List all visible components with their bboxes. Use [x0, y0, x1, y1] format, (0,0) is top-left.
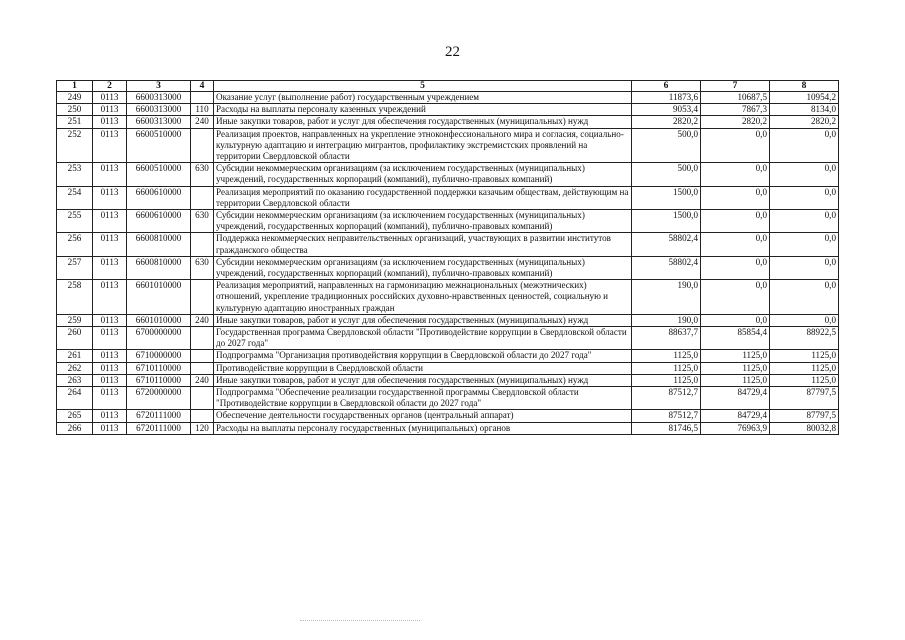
- amount-year-3: 0,0: [770, 314, 839, 326]
- table-header-row: [57, 81, 839, 92]
- expense-type-code: [191, 327, 214, 350]
- row-description: Поддержка некоммерческих неправительственных организаций, участвующих в развитии институтов гражданского общества: [214, 233, 632, 256]
- amount-year-2: 1125,0: [701, 362, 770, 374]
- amount-year-3: 0,0: [770, 186, 839, 209]
- amount-year-1: 88637,7: [632, 327, 701, 350]
- target-article-code: 6600313000: [127, 116, 191, 128]
- amount-year-1: 1500,0: [632, 186, 701, 209]
- table-row: [57, 362, 839, 374]
- target-article-code: 6601010000: [127, 314, 191, 326]
- section-code: 0113: [93, 92, 127, 104]
- amount-year-2: 0,0: [701, 163, 770, 186]
- target-article-code: 6700000000: [127, 327, 191, 350]
- target-article-code: 6720111000: [127, 410, 191, 422]
- row-description: Расходы на выплаты персоналу казенных учреждений: [214, 104, 632, 116]
- section-code: 0113: [93, 327, 127, 350]
- scan-artifact: [300, 620, 420, 622]
- amount-year-1: 87512,7: [632, 387, 701, 410]
- amount-year-3: 0,0: [770, 210, 839, 233]
- amount-year-1: 58802,4: [632, 256, 701, 279]
- table-row: [57, 350, 839, 362]
- header-cell: 3: [127, 81, 191, 92]
- section-code: 0113: [93, 256, 127, 279]
- amount-year-1: 190,0: [632, 314, 701, 326]
- header-cell: 5: [214, 81, 632, 92]
- budget-table: [56, 80, 839, 435]
- row-number: 263: [57, 374, 93, 386]
- amount-year-1: 2820,2: [632, 116, 701, 128]
- amount-year-2: 0,0: [701, 128, 770, 163]
- row-description: Иные закупки товаров, работ и услуг для обеспечения государственных (муниципальных) нужд: [214, 116, 632, 128]
- amount-year-3: 0,0: [770, 128, 839, 163]
- row-description: Иные закупки товаров, работ и услуг для обеспечения государственных (муниципальных) нужд: [214, 314, 632, 326]
- amount-year-1: 58802,4: [632, 233, 701, 256]
- table-row: [57, 92, 839, 104]
- amount-year-3: 0,0: [770, 280, 839, 315]
- header-cell: 7: [701, 81, 770, 92]
- row-description: Реализация мероприятий, направленных на гармонизацию межнациональных (межэтнических) отношений, укрепление традиционных российских духовно-нравственных ценностей, социальную и культурную адаптацию иностранных граждан: [214, 280, 632, 315]
- amount-year-3: 8134,0: [770, 104, 839, 116]
- amount-year-2: 10687,5: [701, 92, 770, 104]
- table-row: [57, 233, 839, 256]
- header-cell: 6: [632, 81, 701, 92]
- header-cell: 2: [93, 81, 127, 92]
- section-code: 0113: [93, 422, 127, 434]
- table-row: [57, 128, 839, 163]
- row-number: 252: [57, 128, 93, 163]
- target-article-code: 6720000000: [127, 387, 191, 410]
- row-description: Обеспечение деятельности государственных органов (центральный аппарат): [214, 410, 632, 422]
- section-code: 0113: [93, 233, 127, 256]
- section-code: 0113: [93, 314, 127, 326]
- amount-year-3: 0,0: [770, 163, 839, 186]
- table-row: [57, 280, 839, 315]
- amount-year-1: 1125,0: [632, 374, 701, 386]
- row-description: Государственная программа Свердловской области "Противодействие коррупции в Свердловской области до 2027 года": [214, 327, 632, 350]
- amount-year-3: 80032,8: [770, 422, 839, 434]
- section-code: 0113: [93, 350, 127, 362]
- amount-year-2: 2820,2: [701, 116, 770, 128]
- amount-year-3: 1125,0: [770, 362, 839, 374]
- table-row: [57, 104, 839, 116]
- table-row: [57, 116, 839, 128]
- section-code: 0113: [93, 387, 127, 410]
- row-number: 260: [57, 327, 93, 350]
- amount-year-1: 81746,5: [632, 422, 701, 434]
- row-description: Расходы на выплаты персоналу государственных (муниципальных) органов: [214, 422, 632, 434]
- row-number: 250: [57, 104, 93, 116]
- target-article-code: 6710110000: [127, 374, 191, 386]
- table-row: [57, 327, 839, 350]
- header-cell: 1: [57, 81, 93, 92]
- amount-year-3: 2820,2: [770, 116, 839, 128]
- table-row: [57, 163, 839, 186]
- expense-type-code: [191, 128, 214, 163]
- row-description: Реализация мероприятий по оказанию государственной поддержки казачьим обществам, действующим на территории Свердловской области: [214, 186, 632, 209]
- table-row: [57, 314, 839, 326]
- amount-year-1: 9053,4: [632, 104, 701, 116]
- amount-year-3: 0,0: [770, 233, 839, 256]
- target-article-code: 6600510000: [127, 128, 191, 163]
- row-number: 249: [57, 92, 93, 104]
- expense-type-code: 240: [191, 116, 214, 128]
- section-code: 0113: [93, 104, 127, 116]
- row-number: 261: [57, 350, 93, 362]
- target-article-code: 6600313000: [127, 92, 191, 104]
- row-description: Субсидии некоммерческим организациям (за исключением государственных (муниципальных) учреждений, государственных корпораций (компаний), публично-правовых компаний): [214, 163, 632, 186]
- expense-type-code: 240: [191, 314, 214, 326]
- amount-year-2: 76963,9: [701, 422, 770, 434]
- expense-type-code: 120: [191, 422, 214, 434]
- amount-year-2: 7867,3: [701, 104, 770, 116]
- row-number: 259: [57, 314, 93, 326]
- row-number: 262: [57, 362, 93, 374]
- amount-year-1: 500,0: [632, 163, 701, 186]
- amount-year-2: 0,0: [701, 210, 770, 233]
- row-number: 266: [57, 422, 93, 434]
- amount-year-2: 0,0: [701, 314, 770, 326]
- amount-year-3: 10954,2: [770, 92, 839, 104]
- row-number: 265: [57, 410, 93, 422]
- amount-year-1: 1125,0: [632, 362, 701, 374]
- amount-year-1: 500,0: [632, 128, 701, 163]
- amount-year-2: 1125,0: [701, 374, 770, 386]
- expense-type-code: [191, 280, 214, 315]
- expense-type-code: 240: [191, 374, 214, 386]
- expense-type-code: [191, 350, 214, 362]
- row-description: Иные закупки товаров, работ и услуг для обеспечения государственных (муниципальных) нужд: [214, 374, 632, 386]
- expense-type-code: 630: [191, 256, 214, 279]
- section-code: 0113: [93, 362, 127, 374]
- section-code: 0113: [93, 186, 127, 209]
- expense-type-code: [191, 92, 214, 104]
- section-code: 0113: [93, 128, 127, 163]
- expense-type-code: 110: [191, 104, 214, 116]
- expense-type-code: [191, 233, 214, 256]
- row-description: Реализация проектов, направленных на укрепление этноконфессионального мира и согласия, социально-культурную адаптацию и интеграцию мигрантов, профилактику экстремистских проявлений на территории Свердловской области: [214, 128, 632, 163]
- row-description: Субсидии некоммерческим организациям (за исключением государственных (муниципальных) учреждений, государственных корпораций (компаний), публично-правовых компаний): [214, 256, 632, 279]
- target-article-code: 6600810000: [127, 233, 191, 256]
- target-article-code: 6601010000: [127, 280, 191, 315]
- row-description: Субсидии некоммерческим организациям (за исключением государственных (муниципальных) учреждений, государственных корпораций (компаний), публично-правовых компаний): [214, 210, 632, 233]
- amount-year-3: 87797,5: [770, 387, 839, 410]
- section-code: 0113: [93, 116, 127, 128]
- section-code: 0113: [93, 374, 127, 386]
- section-code: 0113: [93, 280, 127, 315]
- target-article-code: 6710000000: [127, 350, 191, 362]
- row-description: Противодействие коррупции в Свердловской области: [214, 362, 632, 374]
- expense-type-code: [191, 410, 214, 422]
- target-article-code: 6720111000: [127, 422, 191, 434]
- header-cell: 4: [191, 81, 214, 92]
- target-article-code: 6600510000: [127, 163, 191, 186]
- amount-year-3: 88922,5: [770, 327, 839, 350]
- amount-year-2: 84729,4: [701, 387, 770, 410]
- table-row: [57, 410, 839, 422]
- table-row: [57, 374, 839, 386]
- amount-year-1: 190,0: [632, 280, 701, 315]
- section-code: 0113: [93, 210, 127, 233]
- expense-type-code: 630: [191, 210, 214, 233]
- amount-year-2: 84729,4: [701, 410, 770, 422]
- expense-type-code: [191, 387, 214, 410]
- table-row: [57, 422, 839, 434]
- expense-type-code: [191, 186, 214, 209]
- amount-year-1: 1125,0: [632, 350, 701, 362]
- target-article-code: 6600610000: [127, 210, 191, 233]
- table-row: [57, 256, 839, 279]
- section-code: 0113: [93, 410, 127, 422]
- amount-year-3: 1125,0: [770, 350, 839, 362]
- table-row: [57, 186, 839, 209]
- amount-year-2: 0,0: [701, 233, 770, 256]
- row-number: 264: [57, 387, 93, 410]
- header-cell: 8: [770, 81, 839, 92]
- row-number: 254: [57, 186, 93, 209]
- table-row: [57, 210, 839, 233]
- table-row: [57, 387, 839, 410]
- section-code: 0113: [93, 163, 127, 186]
- amount-year-1: 1500,0: [632, 210, 701, 233]
- page-number: 22: [445, 44, 460, 60]
- amount-year-2: 85854,4: [701, 327, 770, 350]
- amount-year-1: 11873,6: [632, 92, 701, 104]
- target-article-code: 6710110000: [127, 362, 191, 374]
- amount-year-2: 1125,0: [701, 350, 770, 362]
- row-number: 253: [57, 163, 93, 186]
- amount-year-3: 87797,5: [770, 410, 839, 422]
- row-description: Подпрограмма "Обеспечение реализации государственной программы Свердловской области "Противодействие коррупции в Свердловской области до 2027 года": [214, 387, 632, 410]
- target-article-code: 6600313000: [127, 104, 191, 116]
- amount-year-2: 0,0: [701, 280, 770, 315]
- amount-year-1: 87512,7: [632, 410, 701, 422]
- row-number: 257: [57, 256, 93, 279]
- row-number: 255: [57, 210, 93, 233]
- amount-year-3: 1125,0: [770, 374, 839, 386]
- row-description: Подпрограмма "Организация противодействия коррупции в Свердловской области до 2027 года": [214, 350, 632, 362]
- amount-year-2: 0,0: [701, 186, 770, 209]
- row-number: 251: [57, 116, 93, 128]
- expense-type-code: 630: [191, 163, 214, 186]
- amount-year-3: 0,0: [770, 256, 839, 279]
- row-number: 256: [57, 233, 93, 256]
- expense-type-code: [191, 362, 214, 374]
- row-number: 258: [57, 280, 93, 315]
- target-article-code: 6600810000: [127, 256, 191, 279]
- target-article-code: 6600610000: [127, 186, 191, 209]
- amount-year-2: 0,0: [701, 256, 770, 279]
- row-description: Оказание услуг (выполнение работ) государственным учреждением: [214, 92, 632, 104]
